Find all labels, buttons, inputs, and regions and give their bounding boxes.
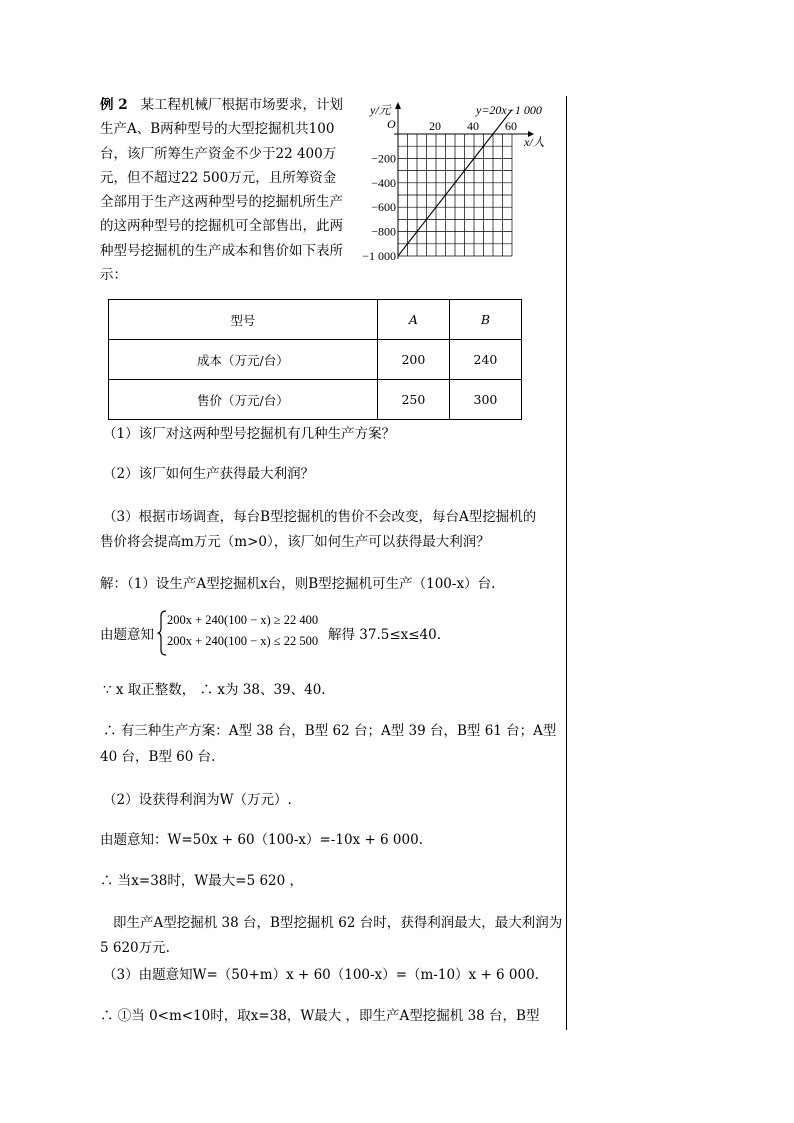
y-tick-label: −200 bbox=[371, 151, 396, 166]
y-axis-arrow-icon bbox=[395, 102, 401, 109]
solution-step-6: 由题意知：W=50x + 60（100-x）=-10x + 6 000. bbox=[100, 832, 423, 848]
table-header-cell: B bbox=[449, 300, 521, 340]
y-tick-label: −1 000 bbox=[362, 249, 396, 263]
solution-step-3: ∵ x 取正整数， ∴ x为 38、39、40. bbox=[103, 682, 326, 698]
solution-step-9: （3）由题意知W=（50+m）x + 60（100-x）=（m-10）x + 6 000. bbox=[103, 967, 539, 983]
chart-ticks bbox=[362, 119, 517, 263]
solution-step-7: ∴ 当x=38时，W最大=5 620 ， bbox=[100, 873, 304, 889]
y-tick-label: −600 bbox=[371, 200, 396, 215]
solution-step-4-line-2: 40 台，B型 60 台. bbox=[100, 749, 216, 765]
question-2: （2）该厂如何生产获得最大利润？ bbox=[103, 466, 315, 482]
table-header-row bbox=[109, 300, 522, 340]
chart-origin-label: O bbox=[387, 117, 396, 131]
solution-step-10: ∴ ①当 0<m<10时，取x=38，W最大 ，即生产A型挖掘机 38 台，B型 bbox=[100, 1008, 540, 1024]
inequality-system bbox=[167, 610, 318, 652]
question-3-line-1: （3）根据市场调查，每台B型挖掘机的售价不会改变，每台A型挖掘机的 bbox=[103, 509, 537, 525]
table-row bbox=[109, 380, 522, 420]
solution-step-4-line-1: ∴ 有三种生产方案：A型 38 台，B型 62 台；A型 39 台，B型 61 台；A型 bbox=[103, 723, 557, 739]
solution-step-5: （2）设获得利润为W（万元）. bbox=[103, 792, 292, 808]
brace-icon bbox=[157, 610, 167, 656]
chart-title: y=20x−1 000 bbox=[476, 103, 542, 117]
chart-grid bbox=[398, 134, 512, 256]
solution-step-1: 解：（1）设生产A型挖掘机x台，则B型挖掘机可生产（100-x）台. bbox=[100, 576, 496, 592]
line-chart bbox=[352, 98, 560, 264]
table-cell: 300 bbox=[449, 380, 521, 420]
chart-x-label: x/人 bbox=[524, 135, 545, 149]
inequality-2: 200x + 240(100 − x) ≤ 22 500 bbox=[167, 634, 319, 648]
price-table bbox=[108, 299, 522, 420]
solution-given-prefix: 由题意知 bbox=[100, 627, 154, 643]
y-tick-label: −400 bbox=[371, 175, 396, 190]
table-cell: 240 bbox=[449, 340, 521, 380]
table-cell: 250 bbox=[377, 380, 449, 420]
y-tick-label: −800 bbox=[371, 224, 396, 239]
example-intro bbox=[100, 93, 345, 287]
example-text: 某工程机械厂根据市场要求，计划生产A、B两种型号的大型挖掘机共100台，该厂所筹生产资金不少于22 400万元，但不超过22 500万元，且所筹资金全部用于生产这两种型号的挖掘机所生产的这两种型号的挖掘机可全部售出，此两种型号挖掘机的生产成本和售价如下表所示： bbox=[100, 97, 343, 284]
chart-y-label: y/元 bbox=[370, 103, 391, 117]
x-tick-label: 40 bbox=[467, 119, 479, 133]
question-3-line-2: 售价将会提高m万元（m>0），该厂如何生产可以获得最大利润？ bbox=[100, 534, 490, 550]
x-tick-label: 60 bbox=[505, 119, 517, 133]
margin-line bbox=[566, 96, 567, 1030]
table-header-cell: A bbox=[377, 300, 449, 340]
solution-step-8-line-2: 5 620万元. bbox=[100, 940, 170, 956]
inequality-1: 200x + 240(100 − x) ≥ 22 400 bbox=[167, 613, 319, 627]
table-cell: 售价（万元/台） bbox=[109, 380, 378, 420]
table-header-cell: 型号 bbox=[109, 300, 378, 340]
example-label: 例 2 bbox=[100, 97, 128, 113]
question-1: （1）该厂对这两种型号挖掘机有几种生产方案？ bbox=[103, 426, 396, 442]
table-cell: 200 bbox=[377, 340, 449, 380]
table-row bbox=[109, 340, 522, 380]
solution-step-8-line-1: 即生产A型挖掘机 38 台，B型挖掘机 62 台时，获得利润最大，最大利润为 bbox=[113, 915, 563, 931]
x-tick-label: 20 bbox=[429, 119, 441, 133]
table-cell: 成本（万元/台） bbox=[109, 340, 378, 380]
solution-given-suffix: 解得 37.5≤x≤40. bbox=[328, 627, 442, 643]
